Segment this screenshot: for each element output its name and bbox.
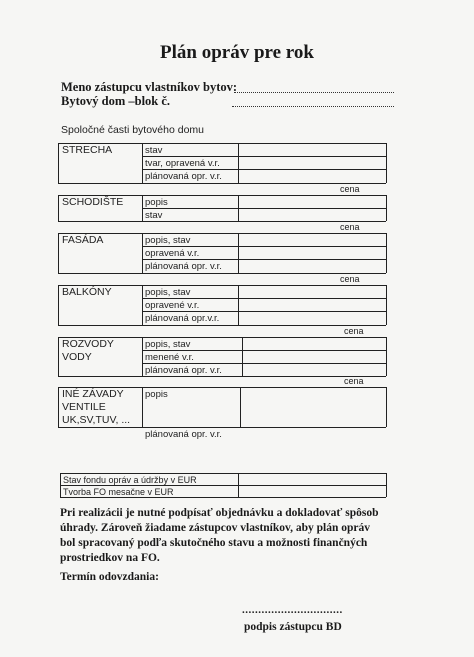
section-name-line2: VODY [62,351,92,363]
note-paragraph [60,506,379,566]
fund-monthly-label: Tvorba FO mesačne v EUR [63,487,174,497]
item-label: stav [145,145,163,156]
representative-name-field[interactable] [234,92,394,93]
price-label: cena [340,222,360,232]
item-label: popis, stav [145,235,191,246]
price-label: cena [344,376,364,386]
common-parts-heading: Spoločné časti bytového domu [61,124,205,136]
item-label: popis, stav [145,287,191,298]
representative-name-label: Meno zástupcu vlastníkov bytov: [61,80,238,94]
note-line: bol spracovaný podľa skutočného stavu a možnosti finančných [60,537,368,549]
page-title: Plán opráv pre rok [160,42,314,63]
building-block-label: Bytový dom –blok č. [61,94,171,108]
section-name-line2: VENTILE [62,401,106,413]
section-name-line1: ROZVODY [62,338,114,350]
signature-dots[interactable]: ............................... [242,604,343,616]
item-label: tvar, opravená v.r. [145,158,220,169]
item-label: plánovaná opr.v.r. [145,313,220,324]
section-name-line1: INÉ ZÁVADY [62,388,124,400]
item-label: stav [145,210,163,221]
item-label: popis [145,389,168,400]
signature-label: podpis zástupcu BD [244,621,342,633]
note-line: prostriedkov na FO. [60,552,160,564]
section-name: FASÁDA [62,234,104,246]
item-label: plánovaná opr. v.r. [145,429,222,440]
note-line: Pri realizácii je nutné podpísať objednávku a dokladovať spôsob [60,507,379,519]
price-label: cena [344,326,364,336]
price-label: cena [340,274,360,284]
fund-balance-label: Stav fondu opráv a údržby v EUR [63,475,197,485]
item-label: plánovaná opr. v.r. [145,261,222,272]
item-label: menené v.r. [145,352,194,363]
item-label: popis, stav [145,339,191,350]
item-label: opravená v.r. [145,248,200,259]
section-name: BALKÓNY [62,286,112,298]
note-line: úhrady. Zároveň žiadame zástupcov vlastníkov, aby plán opráv [60,522,371,534]
deadline-label: Termín odovzdania: [60,571,159,583]
item-label: opravené v.r. [145,300,200,311]
price-label: cena [340,184,360,194]
section-name: STRECHA [62,144,113,156]
item-label: plánovaná opr. v.r. [145,365,222,376]
item-label: popis [145,197,168,208]
item-label: plánovaná opr. v.r. [145,171,222,182]
section-name: SCHODIŠTE [62,196,124,208]
building-block-field[interactable] [232,106,394,107]
section-name-line3: UK,SV,TUV, ... [62,414,131,426]
